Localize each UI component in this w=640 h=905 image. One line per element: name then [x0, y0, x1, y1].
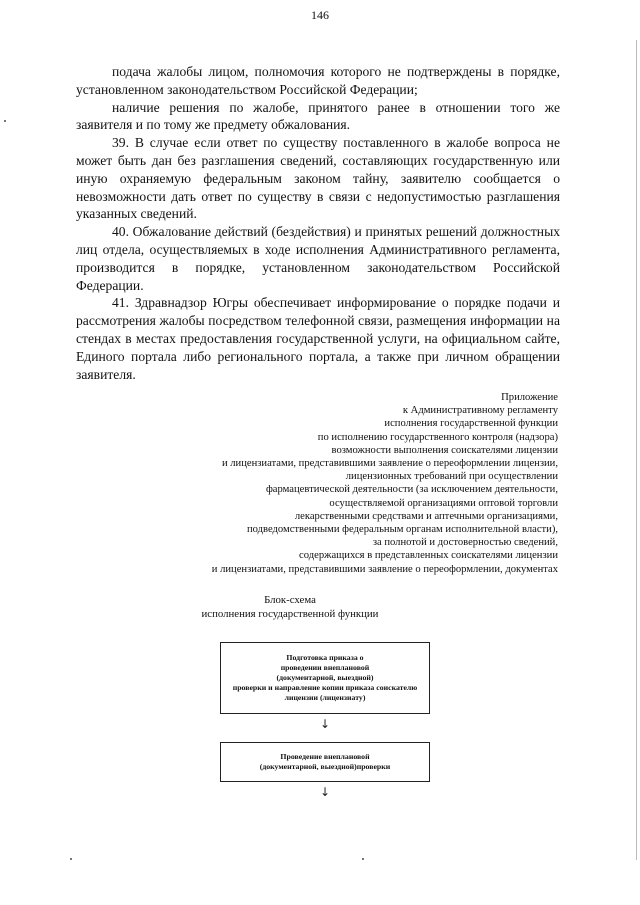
paragraph: подача жалобы лицом, полномочия которого не подтверждены в порядке, установленном законодательством Российской Федерации; — [76, 64, 560, 97]
paragraph: 40. Обжалование действий (бездействия) и принятых решений должностных лиц отдела, осуществляемых в ходе исполнения Административного регламента, производится в порядке, установленном законодательством Российской Федерации. — [76, 224, 560, 293]
scheme-title-line: Блок-схема — [264, 594, 316, 606]
appendix-line: осуществляемой организациями оптовой торговли — [329, 497, 558, 509]
box-line: Подготовка приказа о — [286, 653, 364, 662]
down-arrow-icon: ↓ — [320, 785, 331, 799]
box-line: проверки и направление копии приказа соискателю — [232, 683, 418, 692]
box-line: проведении внеплановой — [280, 663, 370, 672]
appendix-line: возможности выполнения соискателями лицензии — [331, 444, 558, 456]
paragraph: 39. В случае если ответ по существу поставленного в жалобе вопроса не может быть дан без разглашения сведений, составляющих государственную или иную охраняемую федеральным законом тайну, заявителю сообщается о невозможности дать ответ по существу в связи с недопустимостью разглашения указанных сведений. — [76, 135, 560, 222]
page-number: 146 — [311, 8, 329, 22]
flowchart-box-prepare-order — [220, 642, 430, 714]
appendix-line: и лицензиатами, представившими заявление о переоформлении лицензии, — [221, 458, 558, 470]
scan-edge-mark — [636, 40, 637, 860]
paragraph: 41. Здравнадзор Югры обеспечивает информирование о порядке подачи и рассмотрения жалобы посредством телефонной связи, размещения информации на стендах в местах предоставления государственной услуги, на официальном сайте, Единого портала либо регионального портала, а также при личном обращении заявителя. — [76, 295, 560, 382]
scan-dot-mark — [4, 120, 6, 122]
scheme-title-line: исполнения государственной функции — [201, 607, 379, 620]
scheme-title — [180, 594, 400, 621]
box-line: (документарной, выездной)проверки — [259, 762, 391, 771]
appendix-line: за полнотой и достоверностью сведений, — [372, 537, 558, 549]
appendix-line: фармацевтической деятельности (за исключением деятельности, — [265, 484, 558, 496]
box-line: лицензии (лицензиату) — [284, 693, 366, 702]
appendix-line: и лицензиатами, представившими заявление о переоформлении, документах — [211, 563, 558, 575]
appendix-line: подведомственными федеральным органам исполнительной власти), — [246, 524, 558, 536]
appendix-line: по исполнению государственного контроля (надзора) — [317, 431, 558, 443]
flowchart-box-conduct-inspection — [220, 742, 430, 782]
box-line: Проведение внеплановой — [280, 752, 370, 761]
appendix-line: лекарственными средствами и аптечными организациями, — [294, 510, 558, 522]
appendix-line: лицензионных требований при осуществлении — [345, 471, 558, 483]
paragraph: наличие решения по жалобе, принятого ранее в отношении того же заявителя и по тому же предмету обжалования. — [76, 99, 560, 133]
scan-dot-mark — [70, 858, 72, 860]
box-line: (документарной, выездной) — [276, 673, 374, 682]
appendix-line: к Административному регламенту — [402, 405, 558, 417]
appendix-header — [98, 391, 558, 576]
appendix-line: исполнения государственной функции — [384, 418, 558, 430]
appendix-line: Приложение — [501, 392, 558, 403]
scan-dot-mark — [362, 858, 364, 860]
down-arrow-icon: ↓ — [320, 717, 331, 731]
body-text — [76, 63, 560, 383]
appendix-line: содержащихся в представленных соискателями лицензии — [299, 550, 558, 562]
